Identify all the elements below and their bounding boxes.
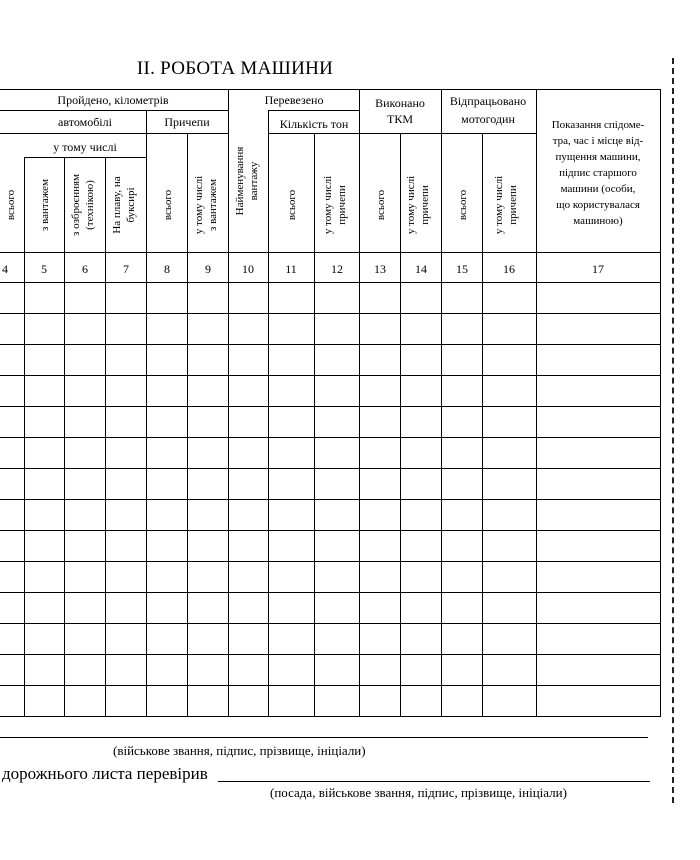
rank-caption: (військове звання, підпис, прізвище, ініціали) [113, 743, 366, 758]
readings-header [552, 119, 645, 227]
col-number: 6 [82, 262, 88, 276]
svg-text:у тому числі: у тому числі [322, 175, 334, 235]
svg-text:у тому числі: у тому числі [193, 175, 205, 235]
svg-text:підпис старшого: підпис старшого [559, 167, 637, 179]
col5-header: з вантажем [39, 178, 51, 232]
table-headers [2, 93, 645, 276]
col13-header: всього [375, 189, 387, 221]
svg-text:Найменування: Найменування [234, 146, 246, 216]
svg-text:що користувалася: що користувалася [556, 199, 640, 211]
header-motor-hours-line2: мотогодин [461, 112, 515, 126]
col-number: 7 [123, 262, 129, 276]
col-number: 12 [331, 262, 343, 276]
svg-text:причепи: причепи [507, 185, 519, 225]
position-caption: (посада, військове звання, підпис, прізвище, ініціали) [270, 785, 567, 800]
header-tkm-line1: Виконано [375, 96, 425, 110]
header-motor-hours-line1: Відпрацьовано [449, 94, 527, 108]
column-numbers [2, 262, 604, 276]
col-number: 14 [415, 262, 427, 276]
col-number: 11 [285, 262, 297, 276]
work-table [0, 89, 662, 719]
svg-text:буксирі: буксирі [125, 187, 137, 223]
svg-text:вантажу: вантажу [248, 161, 260, 201]
svg-text:машини (особи,: машини (особи, [560, 183, 636, 195]
col-number: 16 [503, 262, 515, 276]
header-distance: Пройдено, кілометрів [57, 93, 169, 107]
svg-text:з вантажем: з вантажем [207, 178, 219, 232]
svg-text:тра, час і місце від-: тра, час і місце від- [552, 135, 644, 147]
checked-label: дорожнього листа перевірив [2, 764, 208, 783]
header-vehicles: автомобілі [58, 115, 112, 129]
svg-text:з озброєнням: з озброєнням [70, 173, 82, 237]
col-number: 8 [164, 262, 170, 276]
svg-text:На плаву, на: На плаву, на [111, 176, 123, 234]
svg-text:(технікою): (технікою) [84, 180, 96, 230]
col11-header: всього [286, 189, 298, 221]
col-number: 4 [2, 262, 8, 276]
col-number: 13 [374, 262, 386, 276]
col4-header: всього [5, 189, 17, 221]
section-title: II. РОБОТА МАШИНИ [136, 58, 334, 79]
svg-text:причепи: причепи [419, 185, 431, 225]
cut-line [672, 58, 674, 803]
col8-header: всього [162, 189, 174, 221]
header-transported: Перевезено [264, 93, 324, 107]
svg-text:у тому числі: у тому числі [405, 175, 417, 235]
col-number: 17 [592, 262, 604, 276]
col-number: 10 [242, 262, 254, 276]
header-tons: Кількість тон [279, 117, 349, 131]
svg-text:у тому числі: у тому числі [493, 175, 505, 235]
svg-text:пущення машини,: пущення машини, [555, 151, 641, 163]
svg-text:Показання спідоме-: Показання спідоме- [551, 119, 645, 131]
col-number: 5 [41, 262, 47, 276]
checker-signature-line[interactable] [218, 781, 650, 782]
header-including: у тому числі [53, 140, 117, 154]
svg-text:причепи: причепи [336, 185, 348, 225]
svg-text:машиною): машиною) [573, 215, 623, 227]
header-tkm-line2: ТКМ [386, 112, 414, 126]
col15-header: всього [457, 189, 469, 221]
header-trailers: Причепи [164, 115, 210, 129]
col-number: 9 [205, 262, 211, 276]
rank-signature-line[interactable] [0, 737, 648, 738]
col-number: 15 [456, 262, 468, 276]
